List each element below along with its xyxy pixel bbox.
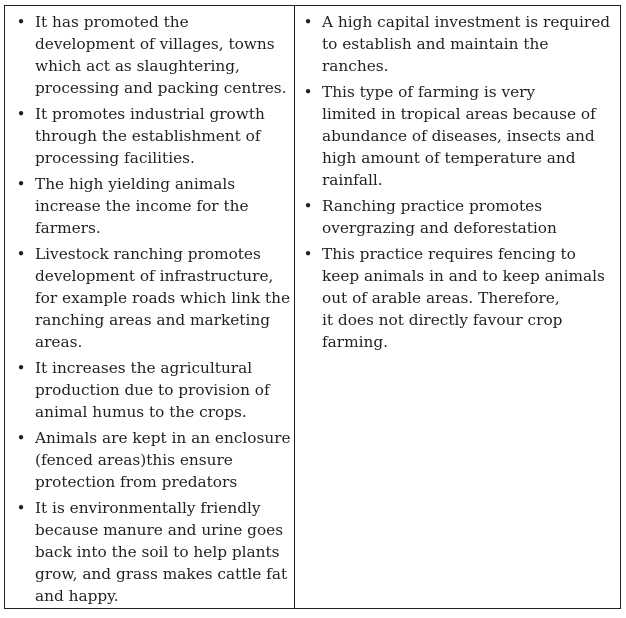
point-text-line: which act as slaughtering, — [35, 57, 240, 75]
point-text-line: out of arable areas. Therefore, — [322, 289, 560, 307]
bullet-icon: • — [303, 197, 313, 215]
advantages-list — [5, 6, 294, 607]
point-text-line: farmers. — [35, 219, 101, 237]
point-text-line: development of infrastructure, — [35, 267, 274, 285]
advantage-item — [16, 103, 292, 169]
point-text-line: and happy. — [35, 587, 119, 605]
point-text-line: for example roads which link the — [35, 289, 291, 307]
point-text-line: ranching areas and marketing — [35, 311, 270, 329]
point-text-line: Livestock ranching promotes — [35, 245, 261, 263]
point-text-line: protection from predators — [35, 473, 238, 491]
advantage-item — [16, 357, 292, 423]
bullet-icon: • — [16, 13, 26, 31]
bullet-icon: • — [16, 175, 26, 193]
point-text-line: This practice requires fencing to — [322, 245, 576, 263]
point-text-line: overgrazing and deforestation — [322, 219, 557, 237]
point-text-line: processing and packing centres. — [35, 79, 287, 97]
advantages-column — [5, 6, 295, 608]
point-text-line: production due to provision of — [35, 381, 270, 399]
bullet-icon: • — [303, 13, 313, 31]
point-text-line: It increases the agricultural — [35, 359, 253, 377]
point-text-line: grow, and grass makes cattle fat — [35, 565, 288, 583]
point-text-line: through the establishment of — [35, 127, 261, 145]
point-text-line: increase the income for the — [35, 197, 249, 215]
disadvantage-item — [303, 11, 618, 77]
point-text-line: it does not directly favour crop — [322, 311, 563, 329]
bullet-icon: • — [16, 429, 26, 447]
point-text-line: The high yielding animals — [35, 175, 236, 193]
point-text-line: Ranching practice promotes — [322, 197, 543, 215]
disadvantage-item — [303, 81, 618, 191]
bullet-icon: • — [16, 499, 26, 517]
advantage-item — [16, 243, 292, 353]
disadvantage-item — [303, 243, 618, 353]
point-text-line: This type of farming is very — [322, 83, 536, 101]
point-text-line: A high capital investment is required — [322, 13, 611, 31]
point-text-line: back into the soil to help plants — [35, 543, 280, 561]
advantage-item — [16, 497, 292, 607]
bullet-icon: • — [16, 105, 26, 123]
point-text-line: rainfall. — [322, 171, 383, 189]
bullet-icon: • — [16, 245, 26, 263]
bullet-icon: • — [303, 83, 313, 101]
point-text-line: to establish and maintain the — [322, 35, 549, 53]
point-text-line: It is environmentally friendly — [35, 499, 261, 517]
disadvantages-column — [295, 6, 620, 608]
point-text-line: limited in tropical areas because of — [322, 105, 596, 123]
point-text-line: keep animals in and to keep animals — [322, 267, 605, 285]
point-text-line: Animals are kept in an enclosure — [35, 429, 291, 447]
point-text-line: development of villages, towns — [35, 35, 275, 53]
point-text-line: processing facilities. — [35, 149, 195, 167]
point-text-line: areas. — [35, 333, 83, 351]
ranching-table — [4, 5, 621, 609]
point-text-line: farming. — [322, 333, 388, 351]
point-text-line: (fenced areas)this ensure — [35, 451, 233, 469]
point-text-line: ranches. — [322, 57, 389, 75]
point-text-line: animal humus to the crops. — [35, 403, 247, 421]
bullet-icon: • — [303, 245, 313, 263]
bullet-icon: • — [16, 359, 26, 377]
advantage-item — [16, 427, 292, 493]
advantage-item — [16, 11, 292, 99]
point-text-line: high amount of temperature and — [322, 149, 576, 167]
point-text-line: because manure and urine goes — [35, 521, 284, 539]
point-text-line: abundance of diseases, insects and — [322, 127, 595, 145]
advantage-item — [16, 173, 292, 239]
point-text-line: It has promoted the — [35, 13, 189, 31]
point-text-line: It promotes industrial growth — [35, 105, 265, 123]
disadvantage-item — [303, 195, 618, 239]
disadvantages-list — [295, 6, 620, 353]
